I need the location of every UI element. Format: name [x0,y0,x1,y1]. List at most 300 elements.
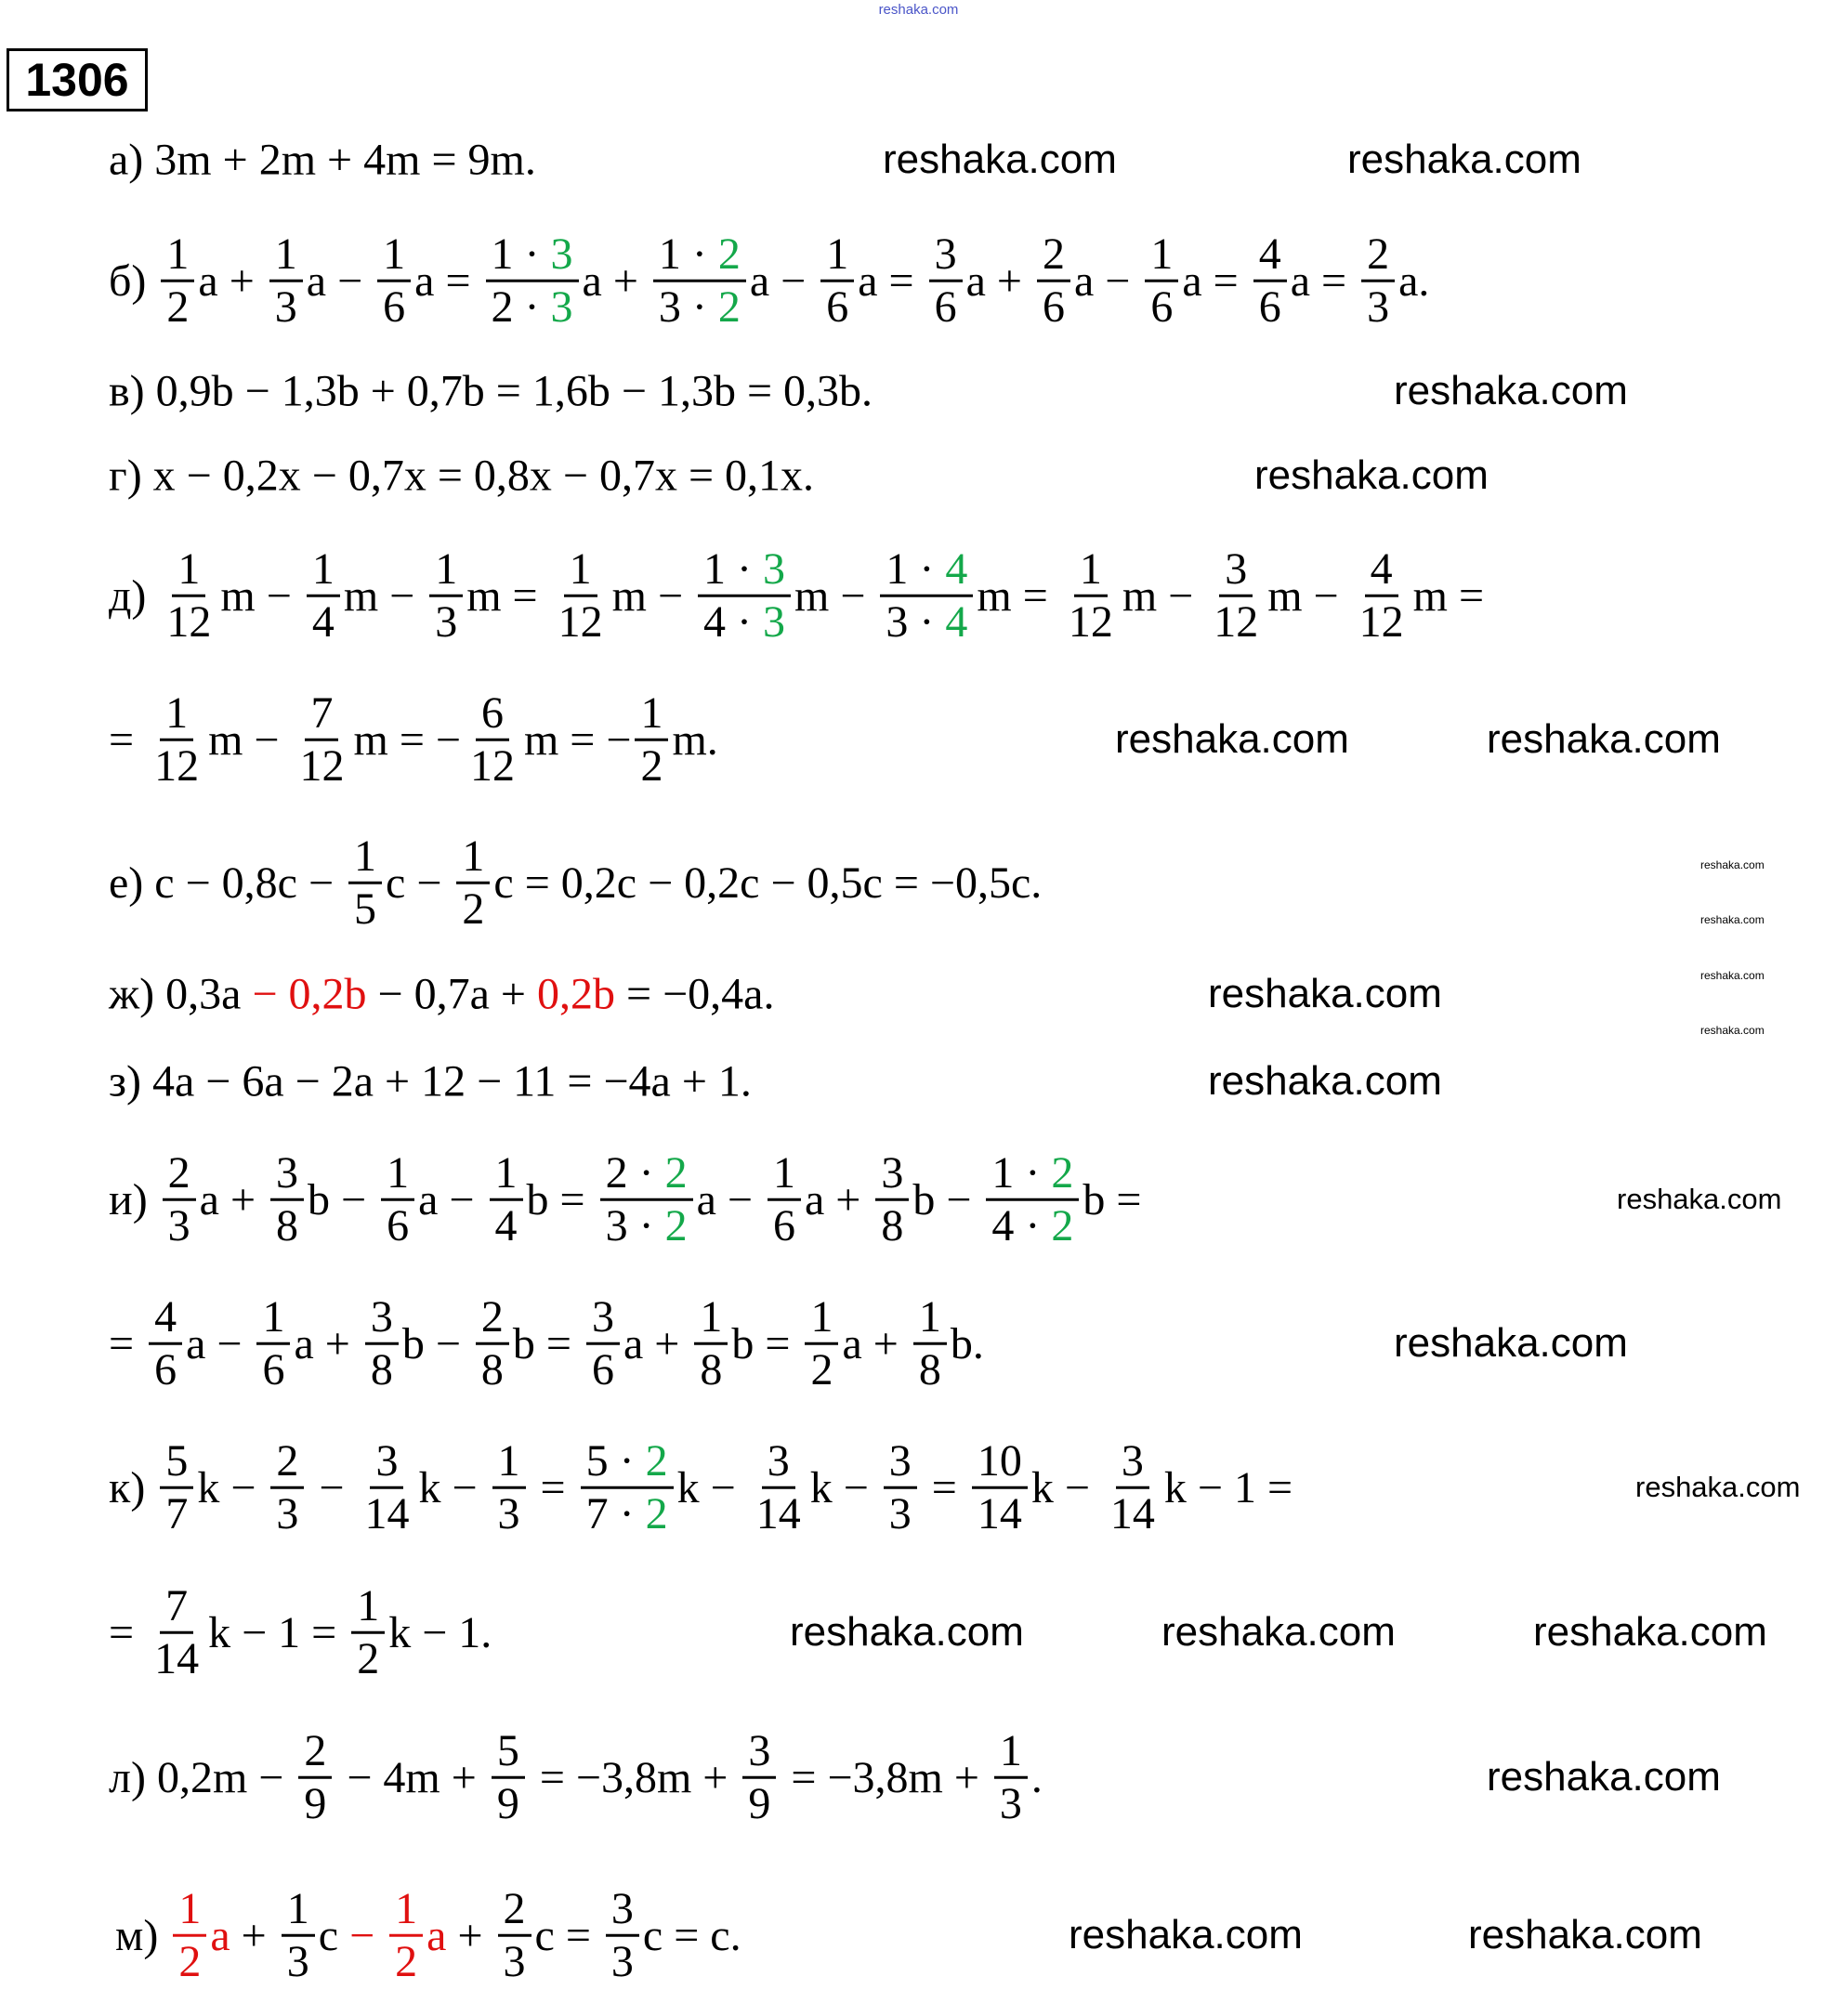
math-text: 1 [357,1580,380,1630]
numerator [256,1292,290,1345]
math-text: 12 [1358,596,1404,647]
numerator [282,1884,315,1937]
math-text: m = [466,570,549,621]
solution-b [109,229,1429,333]
denominator [149,741,204,792]
numerator [370,1436,403,1489]
math-text: b − [912,1174,983,1224]
solution-v [109,366,873,417]
math-text: 1 [274,229,297,279]
numerator [1361,229,1395,282]
math-text: 12 [1214,596,1259,647]
denominator [486,282,579,333]
numerator [694,1292,728,1345]
fraction [994,1726,1028,1829]
math-text-colored: 2 [717,229,741,279]
numerator [1253,229,1287,282]
math-text: = [920,1462,968,1512]
math-text: c − [386,857,453,908]
numerator [490,1148,523,1201]
fraction [972,1436,1028,1539]
fraction [1105,1436,1161,1539]
fraction [929,229,963,333]
math-text: a + [199,1174,268,1224]
math-text: 3 [497,1488,520,1538]
math-text: b = [1083,1174,1142,1224]
math-text: 12 [469,740,515,791]
math-text-colored: 3 [550,229,573,279]
denominator [1253,282,1287,333]
denominator [298,1779,332,1829]
math-text: = [109,1318,146,1368]
math-text: 8 [370,1344,393,1394]
fraction [351,1581,385,1684]
math-text: 14 [755,1488,801,1538]
watermark: reshaka.com [1394,1320,1628,1366]
math-text: 7 [310,687,334,738]
numerator [929,229,963,282]
numerator [564,544,597,597]
numerator [1116,1436,1149,1489]
numerator [161,229,194,282]
denominator [149,1345,182,1395]
math-text: a + [582,255,650,306]
fraction [256,1292,290,1395]
math-text: 1 · [886,543,946,594]
solution-i [109,1148,1141,1251]
watermark: reshaka.com [1487,1754,1721,1800]
fraction [1253,229,1287,333]
fraction [653,229,746,333]
denominator [606,1937,639,1987]
math-text: 1 [1079,543,1102,594]
solution-a [109,135,536,186]
numerator [476,688,509,741]
numerator [805,1292,838,1345]
math-text: 3 [591,1291,614,1342]
denominator [884,1489,917,1539]
fraction [698,544,791,648]
math-text: 3 [286,1936,309,1986]
math-text: 8 [276,1200,299,1250]
fraction [381,1148,414,1251]
fraction [1361,229,1395,333]
math-text: k − 1. [388,1607,492,1657]
denominator [986,1201,1079,1251]
math-text: b = [512,1318,583,1368]
math-text: 2 [480,1291,504,1342]
solution-l [109,1726,1043,1829]
solution-i-cont [109,1292,984,1395]
math-text: a − [418,1174,486,1224]
denominator [163,1201,196,1251]
fraction [490,1148,523,1251]
denominator [381,1201,414,1251]
math-text: з) [109,1056,152,1106]
numerator [351,1581,385,1634]
math-text: 12 [1068,596,1113,647]
solution-d [109,544,1484,648]
math-text: 4 · [991,1200,1052,1250]
numerator [172,544,205,597]
math-text: b = [526,1174,597,1224]
denominator [307,597,340,648]
math-text: 14 [154,1633,200,1683]
fraction [377,229,411,333]
math-text: 1 [700,1291,723,1342]
math-text: 14 [364,1488,410,1538]
denominator [377,282,411,333]
math-text: 8 [700,1344,723,1394]
math-text: a. [1398,255,1430,306]
math-text: 2 [810,1344,833,1394]
denominator [365,1345,399,1395]
denominator [1037,282,1070,333]
math-text-colored: 2 [645,1488,668,1538]
math-text: 12 [558,596,603,647]
denominator [294,741,349,792]
fraction [751,1436,807,1539]
math-text: = −0,4a. [615,969,775,1019]
math-text: 9 [748,1778,771,1828]
numerator [820,229,854,282]
math-text: 6 [262,1344,285,1394]
math-text: 1 [286,1883,309,1933]
math-text-colored: 3 [763,596,786,647]
denominator [972,1489,1028,1539]
math-text: b = [731,1318,802,1368]
fraction [365,1292,399,1395]
watermark: reshaka.com [1115,716,1349,762]
math-text: 1 [395,1883,418,1933]
denominator [635,741,668,792]
math-text: 8 [480,1344,504,1394]
fraction [913,1292,947,1395]
fraction [294,688,349,792]
math-text: 6 [591,1344,614,1394]
math-text: k − 1 = [1163,1462,1293,1512]
math-text: 2 [503,1883,526,1933]
math-text: е) [109,857,155,908]
watermark: reshaka.com [1635,1471,1801,1503]
math-text: 3 [1225,543,1248,594]
denominator [161,282,194,333]
fraction [429,544,463,648]
math-text: 1 [262,1291,285,1342]
problem-number: 1306 [7,48,148,111]
math-text-colored: 2 [1051,1147,1074,1198]
denominator [742,1779,776,1829]
denominator [1063,597,1119,648]
fraction [456,831,490,935]
math-text: m = − [353,714,461,765]
math-text: 6 [480,687,504,738]
math-text: 2 [395,1936,418,1986]
math-text-colored: − [349,1910,375,1960]
math-text: 14 [1109,1488,1155,1538]
math-text: 12 [299,740,345,791]
fraction [742,1726,776,1829]
math-text: 6 [154,1344,177,1394]
math-text: a = [858,255,925,306]
denominator [149,1634,204,1684]
fraction [163,1148,196,1251]
math-text: 1 · [703,543,764,594]
fraction [476,1292,509,1395]
fraction [149,1581,204,1684]
numerator [305,688,338,741]
math-text-colored: 2 [1051,1200,1074,1250]
math-text: m. [672,714,718,765]
numerator [498,1884,531,1937]
denominator [1208,597,1264,648]
numerator [994,1726,1028,1779]
fraction [1208,544,1264,648]
math-text: 1 [177,543,201,594]
math-text-colored: 4 [945,596,968,647]
math-text: 1 [178,1883,202,1933]
denominator [359,1489,414,1539]
math-text: 4 [154,1291,177,1342]
watermark: reshaka.com [1700,1024,1765,1037]
fraction [270,1148,304,1251]
fraction [173,1884,206,1987]
fraction [986,1148,1079,1251]
denominator [805,1345,838,1395]
math-text-colored: 2 [664,1200,688,1250]
math-text: 1 [435,543,458,594]
math-text: м) [115,1910,170,1960]
math-text-colored: 3 [550,281,573,332]
numerator [880,544,973,597]
numerator [389,1884,423,1937]
math-text: 6 [1043,281,1065,332]
numerator [586,1292,620,1345]
numerator [972,1436,1028,1489]
math-text: 1 [640,687,663,738]
denominator [348,884,382,935]
fraction [884,1436,917,1539]
solution-g [109,451,814,502]
math-text: 3 [274,281,297,332]
denominator [476,1345,509,1395]
math-text: b − [308,1174,378,1224]
numerator [1145,229,1178,282]
watermark: reshaka.com [1394,368,1628,413]
solution-e [109,831,1042,935]
watermark: reshaka.com [1533,1609,1767,1655]
math-text: 6 [1258,281,1281,332]
denominator [1361,282,1395,333]
numerator [270,1436,304,1489]
math-text: 6 [772,1200,795,1250]
fraction [149,688,204,792]
watermark: reshaka.com [1254,452,1489,498]
numerator [742,1726,776,1779]
math-text: a + [294,1318,361,1368]
denominator [913,1345,947,1395]
math-text: a − [186,1318,254,1368]
math-text: 2 [166,281,190,332]
watermark: reshaka.com [1700,969,1765,982]
math-text: 4a − 6a − 2a + 12 − 11 = −4a + 1. [151,1056,752,1106]
math-text: m = [1412,570,1485,621]
math-text: 10 [977,1435,1022,1486]
math-text: b. [950,1318,984,1368]
math-text: + [230,1910,278,1960]
numerator [600,1148,693,1201]
numerator [476,1292,509,1345]
math-text: 7 [165,1488,189,1538]
math-text: = [109,1607,146,1657]
numerator [653,229,746,282]
denominator [929,282,963,333]
math-text: a + [198,255,266,306]
math-text: 2 [640,740,663,791]
math-text: m − [208,714,291,765]
math-text: 3 [999,1778,1022,1828]
math-text: + [446,1910,494,1960]
denominator [498,1937,531,1987]
math-text: m − [343,570,426,621]
fraction [1037,229,1070,333]
fraction [553,544,609,648]
numerator [307,544,340,597]
math-text: . [1030,1752,1043,1802]
denominator [553,597,609,648]
denominator [698,597,791,648]
math-text: 3 [167,1200,190,1250]
math-text: в) [109,366,156,416]
math-text: 6 [934,281,957,332]
numerator [298,1726,332,1779]
math-text: a + [623,1318,691,1368]
math-text: c [318,1910,350,1960]
math-text: 2 [167,1147,190,1198]
numerator [1037,229,1070,282]
denominator [586,1345,620,1395]
math-text: 7 [165,1580,189,1630]
fraction [498,1884,531,1987]
fraction [805,1292,838,1395]
fraction [1145,229,1178,333]
math-text: 2 · [491,281,551,332]
fraction [820,229,854,333]
denominator [282,1937,315,1987]
watermark: reshaka.com [1700,913,1765,926]
math-text: m = [977,570,1059,621]
math-text: 4 [1370,543,1393,594]
math-text: 1 [462,831,485,881]
solution-m [115,1884,741,1987]
math-text: 3 [1121,1435,1144,1486]
math-text: a + [842,1318,910,1368]
numerator [160,1436,193,1489]
denominator [429,597,463,648]
math-text: c = c. [642,1910,741,1960]
numerator [492,1436,526,1489]
math-text: b − [401,1318,472,1368]
denominator [256,1345,290,1395]
math-text: − [308,1462,356,1512]
denominator [160,1489,193,1539]
math-text: m = − [523,714,632,765]
math-text: 2 [276,1435,299,1486]
math-text: 1 · [658,229,718,279]
denominator [600,1201,693,1251]
math-text: 1 [826,229,849,279]
math-text: 5 [165,1435,189,1486]
math-text [374,1910,386,1961]
math-text: m − [1267,570,1350,621]
math-text: k − [809,1462,880,1512]
math-text: 3 [1367,281,1390,332]
math-text: 1 [918,1291,941,1342]
math-text: a − [749,255,818,306]
numerator [486,229,579,282]
numerator [698,544,791,597]
fraction [1063,544,1119,648]
fraction [492,1436,526,1539]
math-text: 9 [496,1778,519,1828]
math-text: 7 · [585,1488,646,1538]
math-text: 3 [375,1435,399,1486]
denominator [875,1201,909,1251]
math-text: 1 [569,543,592,594]
math-text: a = [1290,255,1358,306]
fraction [635,688,668,792]
header-link[interactable]: reshaka.com [878,2,959,18]
denominator [1354,597,1410,648]
math-text: а) [109,135,155,185]
watermark: reshaka.com [1487,716,1721,762]
math-text: 1 [387,1147,410,1198]
denominator [1105,1489,1161,1539]
numerator [875,1148,909,1201]
denominator [269,282,303,333]
numerator [348,831,382,884]
watermark: reshaka.com [1617,1183,1782,1215]
watermark: reshaka.com [883,137,1117,182]
math-text: k − [676,1462,747,1512]
math-text-colored: a [426,1910,447,1960]
numerator [1219,544,1253,597]
math-text: 2 · [605,1147,665,1198]
math-text: 2 [304,1725,327,1775]
math-text: ж) [109,969,166,1019]
math-text: 8 [918,1344,941,1394]
math-text: 5 [496,1725,519,1775]
denominator [161,597,217,648]
math-text: = −3,8m + [780,1752,991,1802]
math-text: 8 [881,1200,904,1250]
math-text: 2 [178,1936,202,1986]
denominator [694,1345,728,1395]
solution-d-cont [109,688,718,792]
numerator [986,1148,1079,1201]
fraction [465,688,520,792]
watermark: reshaka.com [1468,1912,1702,1957]
math-text: л) [109,1752,157,1802]
math-text: 3m + 2m + 4m = 9m. [154,135,536,185]
math-text: 4 [311,596,335,647]
numerator [1074,544,1108,597]
math-text: m − [1122,570,1205,621]
math-text: a + [804,1174,873,1224]
math-text: 12 [166,596,212,647]
math-text: 1 [354,831,377,881]
fraction [600,1148,693,1251]
